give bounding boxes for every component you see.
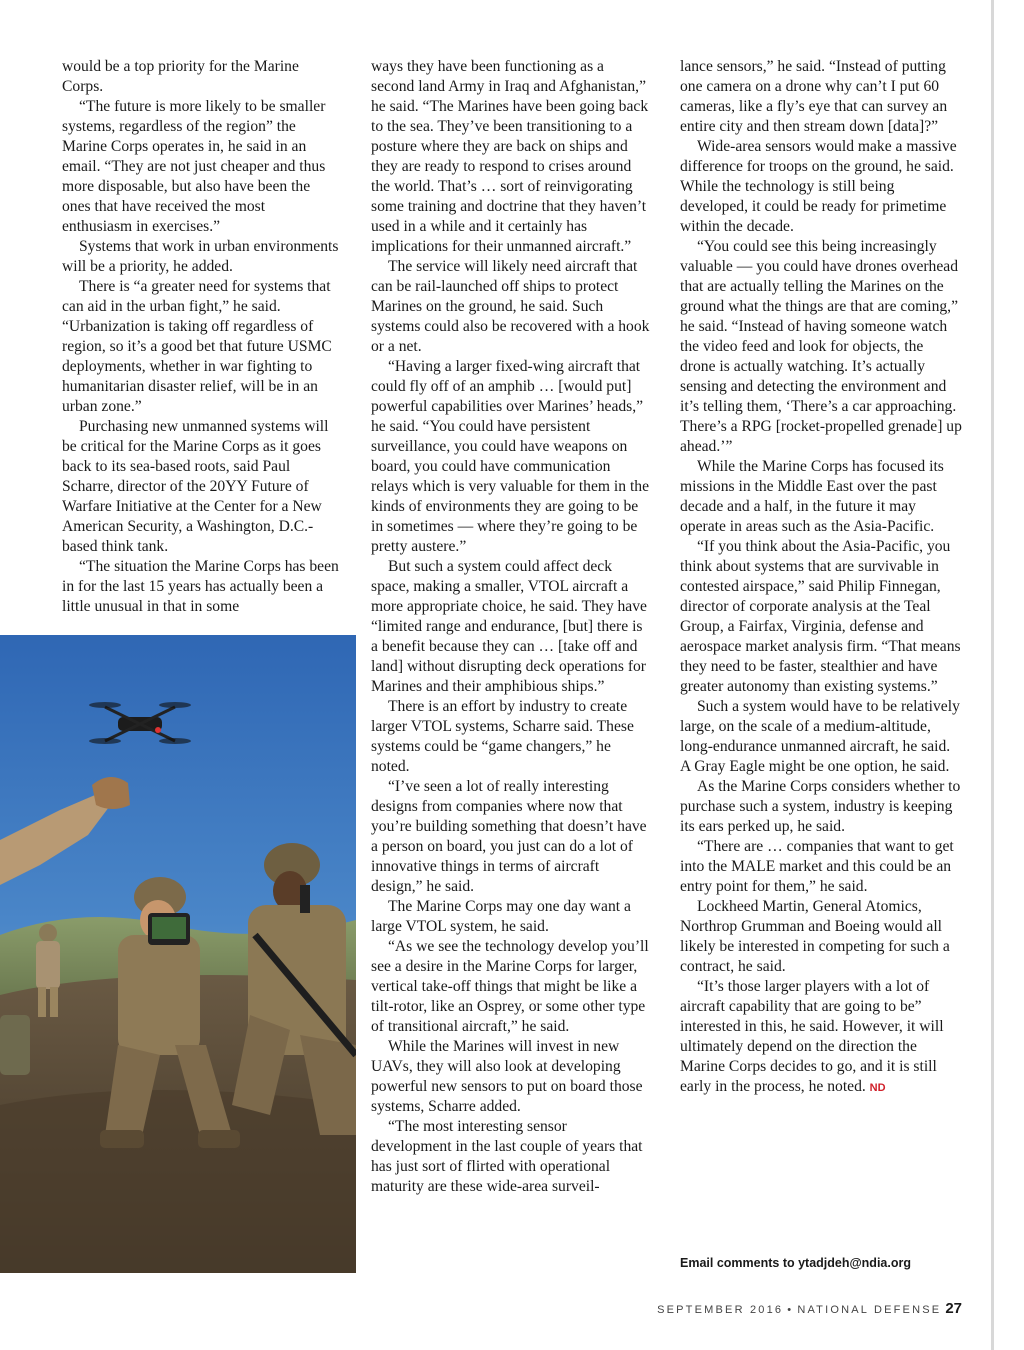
paragraph: Wide-area sensors would make a massive difference for troops on the ground, he said. While the technology is still being developed, it could be ready for primetime within the decade. [680,138,957,235]
paragraph: Systems that work in urban environments will be a priority, he added. [62,238,339,275]
issue-date: SEPTEMBER 2016 [657,1304,784,1316]
paragraph: “As we see the technology develop you’ll see a desire in the Marine Corps for larger, vertical take-off things that might be like a tilt-rotor, like an Osprey, or some other type of transitional aircraft,” he said. [371,938,649,1035]
page-number: 27 [945,1300,962,1317]
paragraph: Purchasing new unmanned systems will be critical for the Marine Corps as it goes back to its sea-based roots, said Paul Scharre, director of the 20YY Future of Warfare Initiative at the Center for a New American Security, a Washington, D.C.-based think tank. [62,418,329,555]
last-paragraph [680,977,962,1098]
footer-separator: • [787,1304,794,1316]
page-edge-line [991,0,994,1350]
paragraph: There is “a greater need for systems that can aid in the urban fight,” he said. “Urbanization is taking off regardless of region, so it’s a good bet that future USMC deployments, whether in war fighting to humanitarian disaster relief, will be in an urban zone.” [62,278,332,415]
paragraph: “You could see this being increasingly valuable — you could have drones overhead that are actually telling the Marines on the ground what the things are that are coming,” he said. “Instead of having someone watch the video feed and look for objects, the drone is actually watching. It’s actually sensing and detecting the environment and it’s telling them, ‘There’s a car approaching. There’s a RPG [rocket-propelled grenade] up ahead.’” [680,238,962,455]
paragraph: “There are … companies that want to get into the MALE market and this could be an entry point for them,” he said. [680,838,954,895]
paragraph: “The most interesting sensor development in the last couple of years that has just sort of flirted with operational maturity are these wide-area surveil- [371,1118,643,1195]
article-column-1 [62,57,339,617]
paragraph-text: “It’s those larger players with a lot of aircraft capability that are going to be” interested in this, he said. However, it will ultimately depend on the direction the Marine Corps decides to go, and it is still early in the process, he noted. [680,978,944,1095]
paragraph: “Having a larger fixed-wing aircraft that could fly off of an amphib … [would put] powerful capabilities over Marines’ heads,” he said. “You could have persistent surveillance, you could have weapons on board, you could have communication relays which is very valuable for them in the kinds of environments they are going to be in sometimes — where they’re going to be pretty austere.” [371,358,649,555]
email-comments-line: Email comments to ytadjdeh@ndia.org [680,1256,911,1270]
paragraph: But such a system could affect deck space, making a smaller, VTOL aircraft a more appropriate choice, he said. They have “limited range and endurance, [but] there is a benefit because they can … [take off and land] without disrupting deck operations for Marines and their amphibious ships.” [371,558,647,695]
paragraph: “If you think about the Asia-Pacific, you think about systems that are survivable in contested airspace,” said Philip Finnegan, director of corporate analysis at the Teal Group, a Fairfax, Virginia, defense and aerospace market analysis firm. “That means they need to be faster, stealthier and have greater autonomy than existing systems.” [680,538,961,695]
paragraph: As the Marine Corps considers whether to purchase such a system, industry is keeping its ears perked up, he said. [680,778,961,835]
publication-name: NATIONAL DEFENSE [797,1304,942,1316]
paragraph: Lockheed Martin, General Atomics, Northrop Grumman and Boeing would all likely be interested in competing for such a contract, he said. [680,898,950,975]
paragraph: ways they have been functioning as a second land Army in Iraq and Afghanistan,” he said. “The Marines have been going back to the sea. They’ve been transitioning to a posture where they are back on ships and they are ready to respond to crises around the world. That’s … sort of reinvigorating some training and doctrine that they haven’t used in a while and it certainly has implications for their unmanned aircraft.” [371,58,649,255]
paragraph: would be a top priority for the Marine Corps. [62,58,299,95]
paragraph: “The situation the Marine Corps has been in for the last 15 years has actually been a little unusual in that in some [62,558,339,615]
paragraph: Such a system would have to be relatively large, on the scale of a medium-altitude, long-endurance unmanned aircraft, he said. A Gray Eagle might be one option, he said. [680,698,960,775]
page-footer [657,1300,962,1317]
paragraph: There is an effort by industry to create larger VTOL systems, Scharre said. These systems could be “game changers,” he noted. [371,698,634,775]
photo-marines-drone [0,635,356,1273]
paragraph: lance sensors,” he said. “Instead of putting one camera on a drone why can’t I put 60 cameras, like a fly’s eye that can survey an entire city and then stream down [data]?” [680,58,948,135]
paragraph: While the Marine Corps has focused its missions in the Middle East over the past decade and a half, in the future it may operate in areas such as the Asia-Pacific. [680,458,944,535]
paragraph: “I’ve seen a lot of really interesting designs from companies where now that you’re building something that doesn’t have a person on board, you just can do a lot of innovative things in terms of aircraft design,” he said. [371,778,647,895]
end-mark: ND [869,1082,886,1094]
paragraph: While the Marines will invest in new UAVs, they will also look at developing powerful new sensors to put on board those systems, Scharre added. [371,1038,643,1115]
paragraph: “The future is more likely to be smaller systems, regardless of the region” the Marine Corps operates in, he said in an email. “They are not just cheaper and thus more disposable, but also have been the ones that have received the most enthusiasm in exercises.” [62,98,326,235]
article-column-3 [680,57,962,1098]
paragraph: The Marine Corps may one day want a large VTOL system, he said. [371,898,631,935]
article-column-2 [371,57,651,1197]
paragraph: The service will likely need aircraft that can be rail-launched off ships to protect Marines on the ground, he said. Such systems could also be recovered with a hook or a net. [371,258,650,355]
